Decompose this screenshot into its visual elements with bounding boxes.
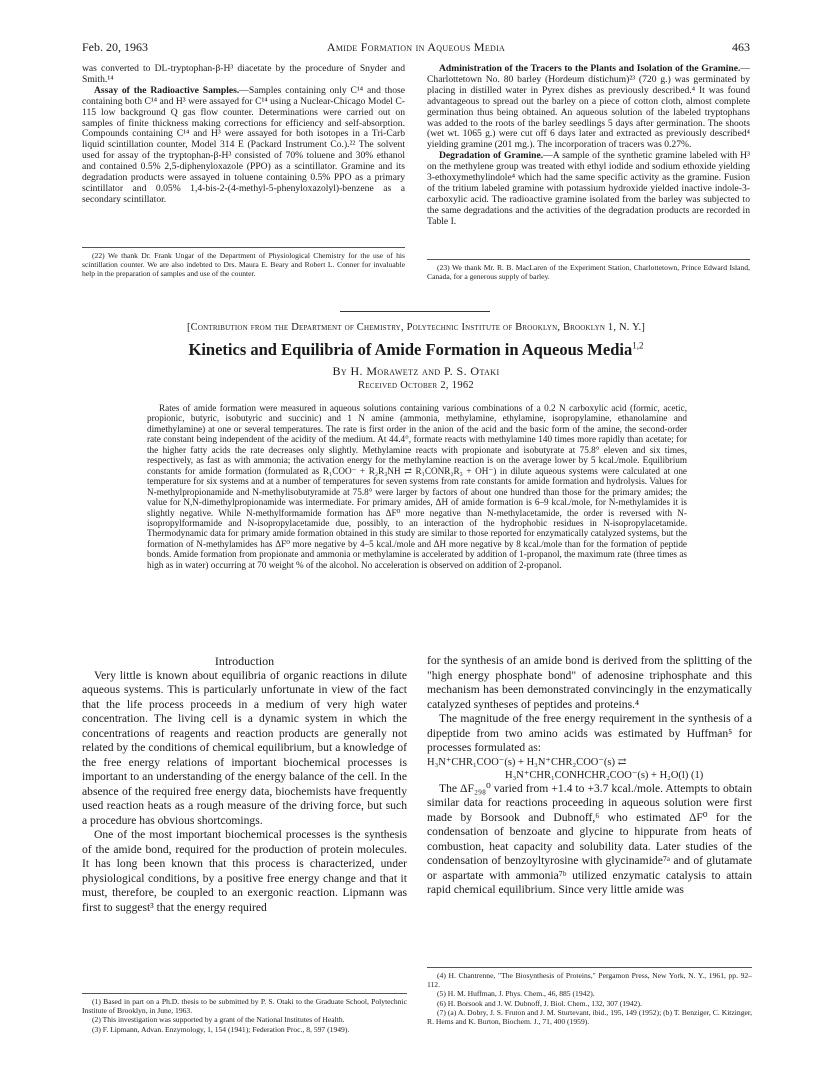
footnote-23: (23) We thank Mr. R. B. MacLaren of the Experiment Station, Charlottetown, Prince Edward Island, Canada, for a generous supply of barley. <box>427 263 750 282</box>
section-heading-introduction: Introduction <box>214 654 275 668</box>
intro-para-3: for the synthesis of an amide bond is derived from the splitting of the "high energy phosphate bond" of adenosine triphosphate and this mechanism has been demonstrated convincingly in the enzymatically catalyzed syntheses of peptides and proteins.⁴ <box>427 654 752 711</box>
top-right-para-1-body: —Charlottetown No. 80 barley (Hordeum distichum)²³ (720 g.) was germinated by placing in distilled water in Pyrex dishes as previously described.⁴ It was found advantageous to spread out the barley on a piece of cotton cloth, almost complete germination thus being obtained. An aqueous solution of the labeled tryptophans was added to the roots of the barley seedlings 5 days after germination. The shoots (wet wt. 1065 g.) were cut off 6 days later and extracted as previously described⁴ yielding gramine (201 mg.). The incorporation of tracers was 0.27%. <box>427 63 750 151</box>
footnote-1: (1) Based in part on a Ph.D. thesis to be submitted by P. S. Otaki to the Graduate School, Polytechnic Institute of Brooklyn, in June, 1963. <box>82 997 407 1016</box>
footnote-22: (22) We thank Dr. Frank Ungar of the Department of Physiological Chemistry for the use of his scintillation counter. We are also indebted to Drs. Maura E. Beary and Robert L. Conner for invaluable help in the preparation of samples and use of the counter. <box>82 251 405 279</box>
running-head <box>82 40 750 56</box>
intro-para-5: The ΔF₂₉₈⁰ varied from +1.4 to +3.7 kcal./mole. Attempts to obtain similar data for reactions proceeding in aqueous solution were first made by Borsook and Dubnoff,⁶ who estimated ΔF⁰ for the condensation of benzoate and glycine to hippurate from heats of combustion, heat capacity and solubility data. Later studies of the condensation of benzoyltyrosine with glycinamide⁷ᵃ and of glutamate or aspartate with ammonia⁷ᵇ utilized enzymatic catalysis to attain rapid chemical equilibrium. Since very little amide was <box>427 781 752 896</box>
intro-left-footnotes <box>82 997 407 1034</box>
top-left-para-2-body: —Samples containing only C¹⁴ and those containing both C¹⁴ and H³ were assayed for C¹⁴ using a Nuclear-Chicago Model C-115 low background Q gas flow counter. Determinations were carried out on samples of finite thickness making corrections for efficiency and self-absorption. Compounds containing C¹⁴ and H³ were assayed for both isotopes in a Tri-Carb liquid scintillation counter, Model 314 E (Packard Instrument Co.).²² The solvent used for assay of the tryptophan-β-H³ consisted of 70% toluene and 30% ethanol and contained 0.5% 2,5-diphenyloxazole (PPO) as a scintillator. Gramine and its degradation products were assayed in toluene containing 0.5% PPO as a primary scintillator and 0.05% 1,4-bis-2-(4-methyl-5-phenyloxazolyl)-benzene as a secondary scintillator. <box>82 84 405 205</box>
equation-1-line-1: H₃N⁺CHR₁COO⁻(s) + H₃N⁺CHR₂COO⁻(s) ⇄ <box>427 756 627 768</box>
equation-1-line-2: H₃N⁺CHR₁CONHCHR₂COO⁻(s) + H₂O(l) (1) <box>505 769 704 781</box>
top-right-para-2 <box>427 151 750 227</box>
intro-para-1: Very little is known about equilibria of organic reactions in dilute aqueous systems. This is particularly unfortunate in view of the fact that the life process proceeds in a medium of very high water concentration. The living cell is a dynamic system in which the concentrations of reagents and reaction products are generally not related by the conditions of chemical equilibrium, but a knowledge of the free energy relations of important biochemical processes is important to an understanding of the energy balance of the cell. In the absence of the required free energy data, biochemists have frequently used reaction heats as a rough measure of the driving force, but such a procedure has obvious shortcomings. <box>82 668 407 827</box>
footnote-rule <box>82 993 407 994</box>
footnote-3: (3) F. Lipmann, Advan. Enzymology, 1, 154 (1941); Federation Proc., 8, 597 (1949). <box>92 1024 350 1034</box>
top-right-footnotes <box>427 263 750 281</box>
intro-para-4: The magnitude of the free energy requirement in the synthesis of a dipeptide from two amino acids was estimated by Huffman⁵ for processes formulated as: <box>427 712 752 754</box>
footnote-2: (2) This investigation was supported by a grant of the National Institutes of Health. <box>92 1015 345 1025</box>
article-separator-rule <box>340 311 490 312</box>
intro-left-column <box>82 654 407 915</box>
article-affiliation: [Contribution from the Department of Chemistry, Polytechnic Institute of Brooklyn, Brooklyn 1, N. Y.] <box>186 322 646 333</box>
article-title-footnote-marks: 1,2 <box>632 340 644 351</box>
top-left-para-2 <box>82 86 405 206</box>
top-right-para-1 <box>427 64 750 151</box>
top-left-para-1: was converted to DL-tryptophan-β-H³ diacetate by the procedure of Snyder and Smith.¹⁴ <box>82 63 405 85</box>
footnote-rule <box>427 967 752 968</box>
top-right-para-2-body: —A sample of the synthetic gramine labeled with H³ on the methylene group was treated with ethyl iodide and sodium ethoxide yielding 3-ethoxymethylindole⁴ which had the same specific activity as the gramine. Fusion of the tritium labeled gramine with potassium hydroxide yielded inactive indole-3-carboxylic acid. The radioactive gramine isolated from the barley was subjected to the same degradations and the activities of the degradation products are recorded in Table I. <box>427 150 750 227</box>
header-page-number: 463 <box>732 40 750 54</box>
intro-para-2: One of the most important biochemical processes is the synthesis of the amide bond, required for the production of protein molecules. It has long been known that this process is characterized, under physiological conditions, by a positive free energy change and that it must, therefore, be coupled to an exergonic reaction. Lipmann was first to suggest³ that the energy required <box>82 828 407 914</box>
article-authors: By H. Morawetz and P. S. Otaki <box>332 364 500 378</box>
abstract <box>147 403 687 570</box>
abstract-text: Rates of amide formation were measured in aqueous solutions containing various combinations of a 0.2 N carboxylic acid (formic, acetic, propionic, butyric, isobutyric and succinic) and 1 N amine (ammonia, methylamine, ethylamine, isopropylamine, ethanolamine and dimethylamine) at one or several temperatures. The rate is first order in the anion of the acid and the basic form of the amine, the second-order rate constant being independent of the acidity of the medium. At 44.4°, formate reacts with methylamine 140 times more rapidly than acetate; for the higher fatty acids the rate decreases only slightly. Methylamine reacts with propionate and isobutyrate at 75.8° eleven and six times, respectively, as fast as with ammonia; the activation energy for the methylamine reaction is on the average lower by 5 kcal./mole. Equilibrium constants for amide formation (formulated as R₁COO⁻ + R₂R₃NH ⇄ R₁CONR₂R₃ + OH⁻) in dilute aqueous systems were calculated at one temperature for six systems and at a number of temperatures for seven systems from rate constants for amide formation and hydrolysis. Values for N-methylpropionamide and N-methylisobutyramide at 75.8° were larger by factors of about one hundred than those for the primary amides; the value for N,N-dimethylpropionamide was intermediate. For primary amides, ΔH of amide formation is 6–9 kcal./mole, for N-methylamides it is slightly negative. While N-methylformamide formation has ΔF⁰ more negative than N-methylacetamide, the order is reversed with N-isopropylformamide and N-isopropylacetamide due, possibly, to an interaction of the hydrophobic residues in N-isopropylacetamide. Thermodynamic data for primary amide formation obtained in this study are similar to those reported for enzymatically catalyzed systems, but the formation of N-methylamides has ΔF⁰ more negative by 4–5 kcal./mole and ΔH more negative by 8 kcal./mole than for the formation of peptide bonds. Amide formation from propionate and ammonia or methylamine is accelerated by addition of 1-propanol, the maximum rate (three times as high as in water) occurring at 70 weight % of the alcohol. No acceleration is observed on addition of 2-propanol. <box>147 403 687 570</box>
article-title-text: Kinetics and Equilibria of Amide Formation in Aqueous Media <box>188 340 633 359</box>
intro-right-footnotes <box>427 971 752 1026</box>
intro-right-column <box>427 654 752 898</box>
top-right-column <box>427 64 750 228</box>
footnote-rule <box>82 247 405 248</box>
top-right-para-1-head: Administration of the Tracers to the Plants and Isolation of the Gramine. <box>439 63 741 74</box>
footnote-7: (7) (a) A. Dobry, J. S. Fruton and J. M. Sturtevant, ibid., 195, 149 (1952); (b) T. Benziger, C. Kitzinger, R. Hems and K. Burton, Biochem. J., 71, 400 (1959). <box>427 1007 752 1027</box>
footnote-5: (5) H. M. Huffman, J. Phys. Chem., 46, 885 (1942). <box>437 989 595 999</box>
header-journal-section: Amide Formation in Aqueous Media <box>326 40 506 54</box>
header-date: Feb. 20, 1963 <box>82 40 148 54</box>
top-left-para-2-head: Assay of the Radioactive Samples. <box>94 84 240 96</box>
footnote-rule <box>427 259 750 260</box>
equation-1 <box>427 756 752 782</box>
top-left-footnotes <box>82 251 405 279</box>
article-title <box>80 340 752 360</box>
top-left-column <box>82 64 405 206</box>
footnote-4: (4) H. Chantrenne, "The Biosynthesis of Proteins," Pergamon Press, New York, N. Y., 1961, pp. 92–112. <box>427 971 752 990</box>
received-date: Received October 2, 1962 <box>358 380 474 391</box>
top-right-para-2-head: Degradation of Gramine. <box>439 150 544 162</box>
footnote-6: (6) H. Borsook and J. W. Dubnoff, J. Biol. Chem., 132, 307 (1942). <box>437 998 642 1008</box>
